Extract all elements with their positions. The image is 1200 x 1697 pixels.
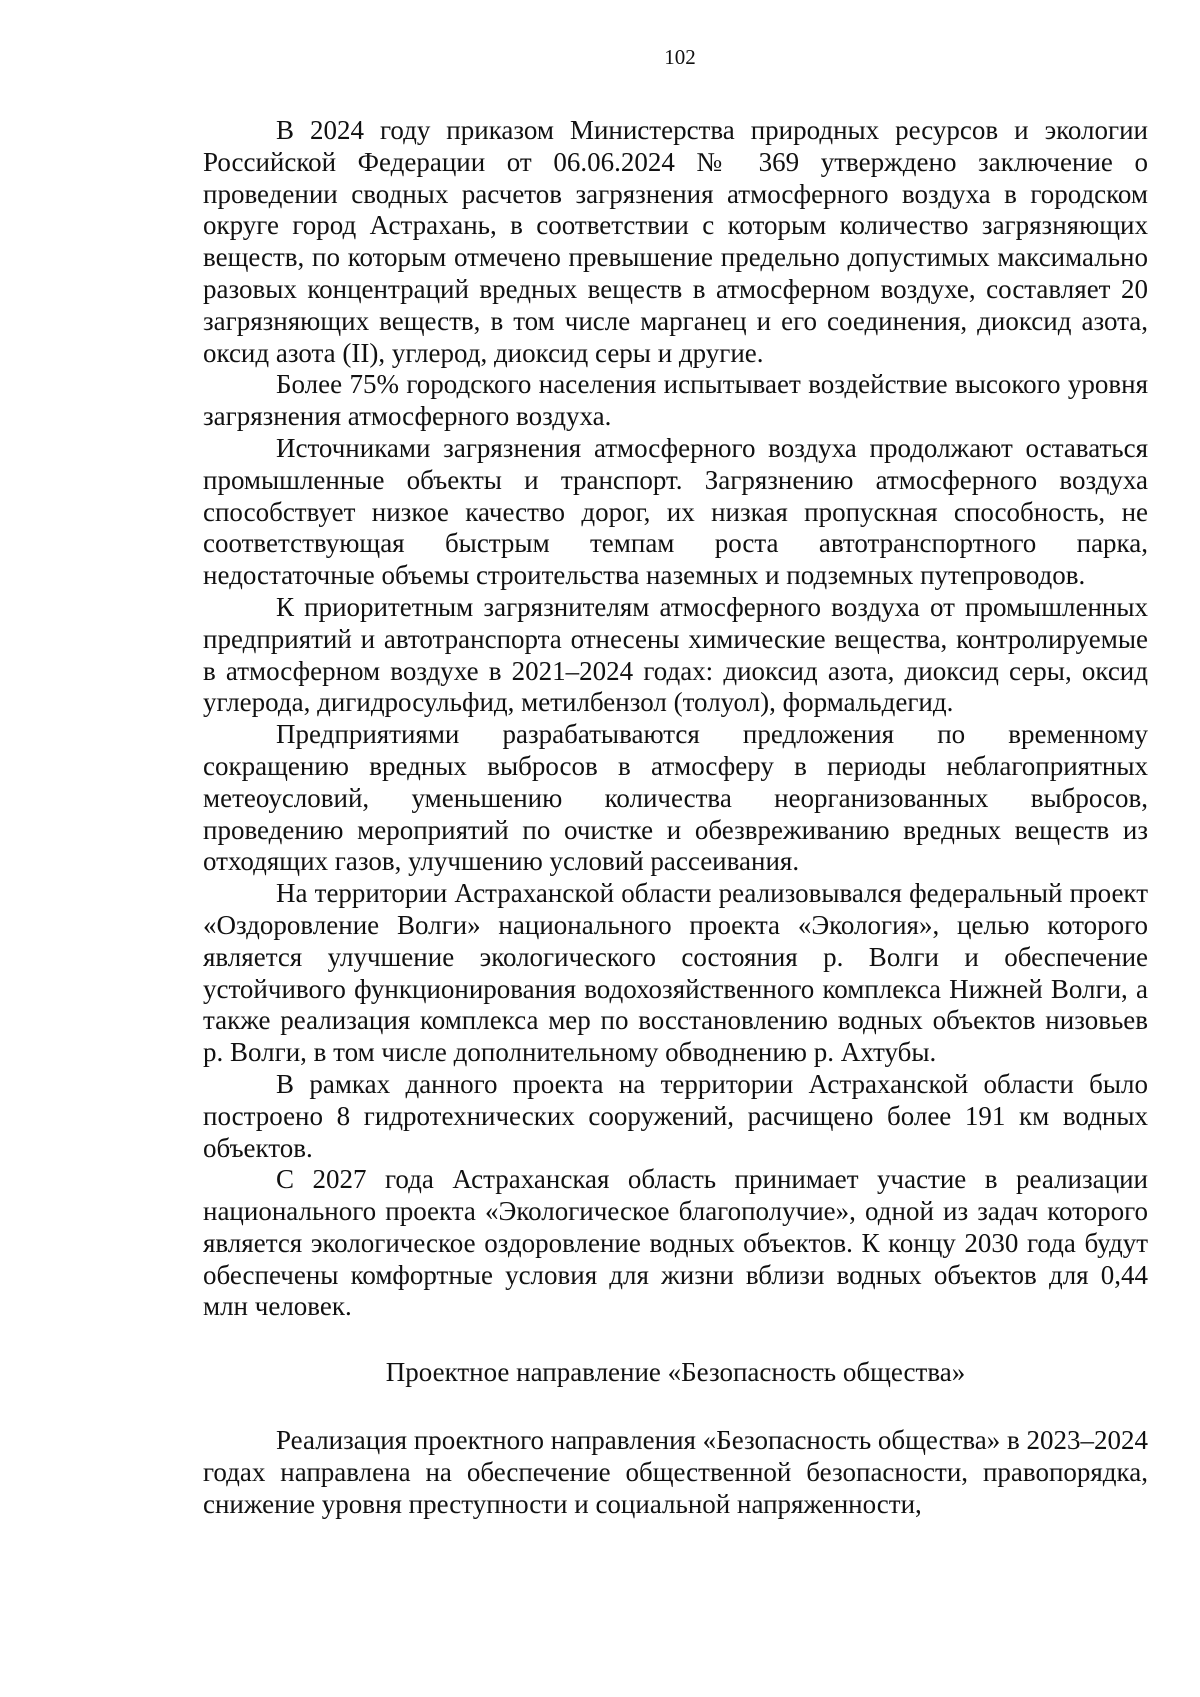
page-number: 102 (664, 45, 696, 69)
paragraph-priority-pollutants: К приоритетным загрязнителям атмосферного воздуха от промышленных предприятий и автотранспорта отнесены химические вещества, контролируемые в атмосферном воздухе в 2021–2024 годах: диоксид азота, диоксид серы, оксид углерода, дигидросульфид, метилбензол (толуол), формальдегид. (203, 591, 1148, 718)
paragraph-project-results: В рамках данного проекта на территории Астраханской области было построено 8 гидротехнических сооружений, расчищено более 191 км водных объектов. (203, 1068, 1148, 1163)
paragraph-air-pollution-conclusion: В 2024 году приказом Министерства природных ресурсов и экологии Российской Федерации от 06.06.2024 № 369 утверждено заключение о проведении сводных расчетов загрязнения атмосферного воздуха в городском округе город Астрахань, в соответствии с которым количество загрязняющих веществ, по которым отмечено превышение предельно допустимых максимально разовых концентраций вредных веществ в атмосферном воздухе, составляет 20 загрязняющих веществ, в том числе марганец и его соединения, диоксид азота, оксид азота (II), углерод, диоксид серы и другие. (203, 115, 1148, 368)
paragraph-ecological-wellbeing: С 2027 года Астраханская область принимает участие в реализации национального проекта «Экологическое благополучие», одной из задач которого является экологическое оздоровление водных объектов. К концу 2030 года будут обеспечены комфортные условия для жизни вблизи водных объектов для 0,44 млн человек. (203, 1164, 1148, 1322)
paragraph-public-safety: Реализация проектного направления «Безопасность общества» в 2023–2024 годах направлена на обеспечение общественной безопасности, правопорядка, снижение уровня преступности и социальной напряженности, (203, 1425, 1148, 1519)
document-body (203, 115, 1148, 1520)
section-heading: Проектное направление «Безопасность общества» (385, 1357, 966, 1388)
paragraph-volga-project: На территории Астраханской области реализовывался федеральный проект «Оздоровление Волги» национального проекта «Экология», целью которого является улучшение экологического состояния р. Волги и обеспечение устойчивого функционирования водохозяйственного комплекса Нижней Волги, а также реализация комплекса мер по восстановлению водных объектов низовьев р. Волги, в том числе дополнительному обводнению р. Ахтубы. (203, 878, 1148, 1068)
paragraph-emission-reduction: Предприятиями разрабатываются предложения по временному сокращению вредных выбросов в атмосферу в периоды неблагоприятных метеоусловий, уменьшению количества неорганизованных выбросов, проведению мероприятий по очистке и обезвреживанию вредных веществ из отходящих газов, улучшению условий рассеивания. (203, 719, 1148, 877)
paragraph-population-exposure: Более 75% городского населения испытывает воздействие высокого уровня загрязнения атмосферного воздуха. (203, 369, 1148, 432)
paragraph-pollution-sources: Источниками загрязнения атмосферного воздуха продолжают оставаться промышленные объекты и транспорт. Загрязнению атмосферного воздуха способствует низкое качество дорог, их низкая пропускная способность, не соответствующая быстрым темпам роста автотранспортного парка, недостаточные объемы строительства наземных и подземных путепроводов. (203, 432, 1148, 591)
